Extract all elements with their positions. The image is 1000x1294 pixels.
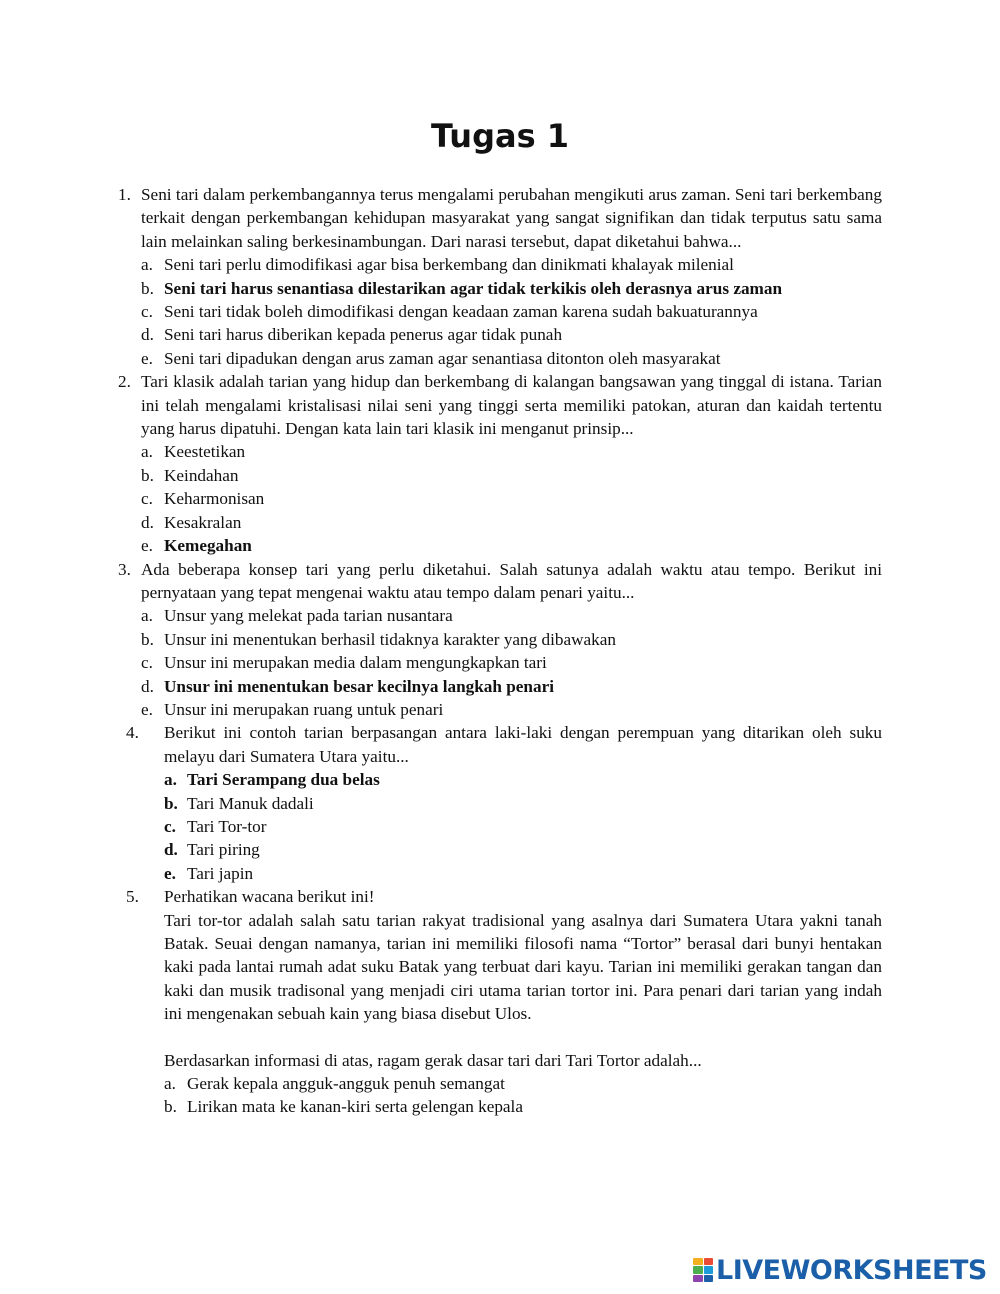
question-stem: Ada beberapa konsep tari yang perlu diketahui. Salah satunya adalah waktu atau tempo. Berikut ini pernyataan yang tepat mengenai waktu atau tempo dalam penari yaitu... (141, 559, 882, 602)
option-text: Kesakralan (164, 512, 242, 532)
option-b[interactable] (141, 464, 882, 487)
question-stem: Berikut ini contoh tarian berpasangan antara laki-laki dengan perempuan yang ditarikan oleh suku melayu dari Sumatera Utara yaitu... (164, 723, 882, 766)
option-text: Keestetikan (164, 442, 246, 462)
option-text: Seni tari tidak boleh dimodifikasi dengan keadaan zaman karena sudah bakuaturannya (164, 302, 758, 322)
option-letter: c. (164, 816, 176, 836)
option-text: Seni tari harus diberikan kepada penerus agar tidak punah (164, 325, 563, 345)
question-2 (118, 370, 882, 557)
option-text: Unsur ini merupakan media dalam mengungkapkan tari (164, 653, 547, 673)
option-text: Tari piring (187, 840, 260, 860)
question-prompt: Berdasarkan informasi di atas, ragam gerak dasar tari dari Tari Tortor adalah... (164, 1050, 702, 1070)
option-a[interactable] (164, 768, 882, 791)
option-letter: e. (164, 863, 176, 883)
option-text: Seni tari perlu dimodifikasi agar bisa berkembang dan dinikmati khalayak milenial (164, 255, 734, 275)
option-text: Seni tari harus senantiasa dilestarikan agar tidak terkikis oleh derasnya arus zaman (164, 278, 783, 298)
option-b[interactable] (141, 277, 882, 300)
question-stem: Perhatikan wacana berikut ini! (164, 887, 375, 907)
option-c[interactable] (141, 651, 882, 674)
option-e[interactable] (141, 347, 882, 370)
option-c[interactable] (141, 300, 882, 323)
option-text: Lirikan mata ke kanan-kiri serta gelengan kepala (187, 1097, 523, 1117)
option-b[interactable] (164, 792, 882, 815)
question-1 (118, 183, 882, 370)
option-letter: d. (141, 676, 154, 696)
question-4 (118, 721, 882, 885)
option-letter: e. (141, 536, 153, 556)
option-letter: a. (164, 1074, 176, 1094)
option-letter: a. (141, 606, 153, 626)
question-number: 5. (126, 887, 139, 907)
option-list (141, 253, 882, 370)
option-letter: d. (141, 325, 154, 345)
question-3 (118, 558, 882, 722)
option-list (141, 440, 882, 557)
option-letter: a. (141, 255, 153, 275)
worksheet-content (118, 183, 882, 1119)
option-a[interactable] (141, 604, 882, 627)
option-text: Tari japin (187, 863, 254, 883)
option-letter: d. (141, 512, 154, 532)
option-text: Tari Serampang dua belas (187, 770, 380, 790)
option-letter: e. (141, 699, 153, 719)
question-number: 4. (126, 723, 139, 743)
option-d[interactable] (141, 511, 882, 534)
reading-passage: Tari tor-tor adalah salah satu tarian rakyat tradisional yang asalnya dari Sumatera Utara yakni tanah Batak. Seuai dengan namanya, tarian ini memiliki filosofi nama “Tortor” berasal dari bunyi hentakan kaki pada lantai rumah adat suku Batak yang terbuat dari kayu. Tarian ini memiliki gerakan tangan dan kaki dan musik tradisonal yang menjadi ciri utama tarian tortor ini. Para penari dari tarian yang indah ini mengenakan sebuah kain yang biasa disebut Ulos. (164, 910, 882, 1024)
question-number: 3. (118, 559, 131, 579)
option-letter: b. (141, 278, 154, 298)
liveworksheets-logo[interactable] (693, 1255, 987, 1285)
option-letter: e. (141, 348, 153, 368)
option-a[interactable] (141, 440, 882, 463)
option-text: Kemegahan (164, 536, 252, 556)
option-e[interactable] (141, 534, 882, 557)
option-letter: b. (141, 465, 154, 485)
question-stem: Seni tari dalam perkembangannya terus mengalami perubahan mengikuti arus zaman. Seni tari berkembang terkait dengan perkembangan kehidupan masyarakat yang sangat signifikan dan tidak terputus satu sama lain melainkan saling berkesinambungan. Dari narasi tersebut, dapat diketahui bahwa... (141, 185, 882, 251)
option-letter: b. (164, 1097, 177, 1117)
option-text: Unsur ini menentukan berhasil tidaknya karakter yang dibawakan (164, 629, 616, 649)
liveworksheets-logo-icon (693, 1258, 713, 1282)
option-text: Tari Manuk dadali (187, 793, 314, 813)
option-e[interactable] (164, 862, 882, 885)
spacer (164, 1026, 882, 1049)
option-letter: b. (141, 629, 154, 649)
option-letter: c. (141, 653, 153, 673)
option-list (164, 768, 882, 885)
option-letter: a. (141, 442, 153, 462)
option-letter: d. (164, 840, 178, 860)
option-c[interactable] (141, 487, 882, 510)
option-text: Tari Tor-tor (187, 816, 267, 836)
option-c[interactable] (164, 815, 882, 838)
option-text: Unsur ini menentukan besar kecilnya langkah penari (164, 676, 554, 696)
question-5 (118, 885, 882, 1119)
option-letter: c. (141, 302, 153, 322)
option-e[interactable] (141, 698, 882, 721)
option-list (141, 604, 882, 721)
option-a[interactable] (164, 1072, 882, 1095)
option-letter: a. (164, 770, 177, 790)
option-b[interactable] (164, 1095, 882, 1118)
option-b[interactable] (141, 628, 882, 651)
option-text: Unsur yang melekat pada tarian nusantara (164, 606, 453, 626)
option-d[interactable] (141, 323, 882, 346)
option-text: Seni tari dipadukan dengan arus zaman agar senantiasa ditonton oleh masyarakat (164, 348, 721, 368)
option-letter: b. (164, 793, 178, 813)
question-number: 2. (118, 372, 131, 392)
option-d[interactable] (164, 838, 882, 861)
option-text: Keharmonisan (164, 489, 265, 509)
question-number: 1. (118, 185, 131, 204)
option-text: Unsur ini merupakan ruang untuk penari (164, 699, 444, 719)
liveworksheets-brand: LIVEWORKSHEETS (716, 1254, 987, 1286)
page-title: Tugas 1 (430, 117, 570, 155)
option-letter: c. (141, 489, 153, 509)
option-text: Keindahan (164, 465, 239, 485)
option-a[interactable] (141, 253, 882, 276)
question-stem: Tari klasik adalah tarian yang hidup dan berkembang di kalangan bangsawan yang tinggal di istana. Tarian ini telah mengalami kristalisasi nilai seni yang tinggi serta memiliki patokan, aturan dan kaidah tertentu yang harus dipatuhi. Dengan kata lain tari klasik ini menganut prinsip... (141, 372, 882, 439)
option-text: Gerak kepala angguk-angguk penuh semangat (187, 1074, 505, 1094)
option-list (164, 1072, 882, 1119)
option-d[interactable] (141, 675, 882, 698)
